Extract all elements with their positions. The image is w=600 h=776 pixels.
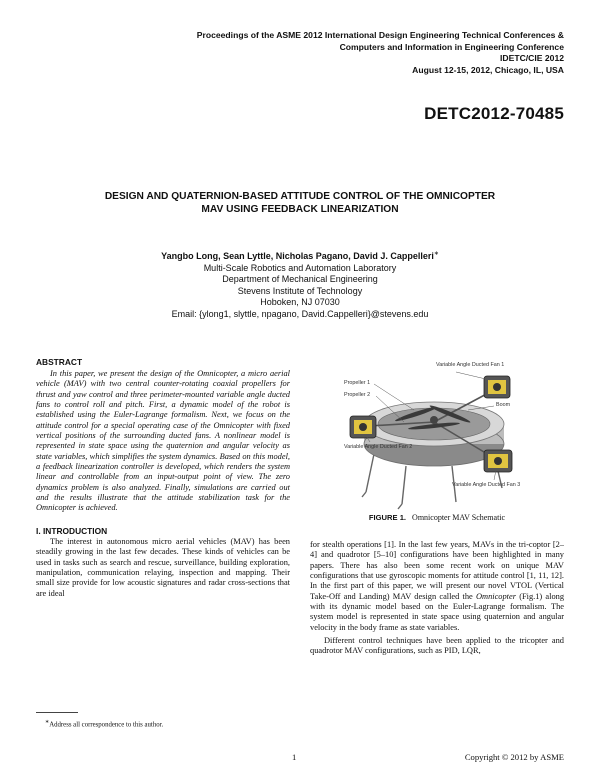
- rotor-hub: [430, 416, 438, 424]
- label-ducted-fan-1: Variable Angle Ducted Fan 1: [436, 362, 505, 368]
- omnicopter-schematic-image: [344, 362, 530, 512]
- left-column: [36, 357, 290, 599]
- author-email: Email: {ylong1, slyttle, npagano, David.Cappelleri}@stevens.edu: [171, 308, 429, 319]
- right-paragraph-2: Different control techniques have been applied to the tricopter and quadrotor MAV configurations, such as PID, LQR,: [310, 636, 564, 656]
- affiliation-line: Department of Mechanical Engineering: [222, 274, 378, 284]
- proceedings-line: IDETC/CIE 2012: [500, 53, 564, 64]
- proceedings-line: Computers and Information in Engineering Conference: [339, 41, 564, 52]
- proceedings-line: August 12-15, 2012, Chicago, IL, USA: [412, 64, 564, 75]
- author-names: [40, 249, 560, 263]
- title-line: MAV USING FEEDBACK LINEARIZATION: [201, 203, 399, 215]
- ducted-fan-2: [350, 416, 376, 438]
- affiliation-line: Stevens Institute of Technology: [237, 285, 363, 296]
- author-block: [40, 249, 560, 320]
- label-ducted-fan-3: Variable Angle Ducted Fan 3: [452, 482, 521, 488]
- affiliation-line: Multi-Scale Robotics and Automation Laboratory: [203, 262, 397, 273]
- omnicopter-term: Omnicopter: [475, 591, 516, 601]
- omnicopter-figure: [344, 362, 530, 512]
- right-paragraph-1: [310, 540, 564, 633]
- footnote-divider: [36, 712, 78, 713]
- right-column: [310, 540, 564, 657]
- footnote: [36, 718, 290, 729]
- label-boom: Boom: [496, 402, 511, 408]
- affiliation-line: Hoboken, NJ 07030: [260, 297, 340, 307]
- proceedings-header: [84, 30, 564, 76]
- author-names-text: Yangbo Long, Sean Lyttle, Nicholas Pagano, David J. Cappelleri: [161, 251, 434, 261]
- right-paragraph-1-part-b: (Fig.1) along with its dynamic model based on the Euler-Lagrange formalism. The system model is represented in state space using quaternion and angular velocity in the body frame as state variables.: [310, 591, 565, 632]
- ducted-fan-3: [484, 450, 512, 472]
- right-paragraph-1-part-a: for stealth operations [1]. In the last few years, MAVs in the tri-coptor [2–4] and quadrotor [5–10] configurations have been highlighted in many papers. There has also been some recent work on unique MAV configurations that use gyroscopic moments for attitude control [1, 11, 12]. In the first part of this paper, we will present our novel VTOL (Vertical Take-Off and Landing) MAV design called the: [310, 540, 564, 601]
- introduction-body: The interest in autonomous micro aerial vehicles (MAV) has been steadily growing in the last few decades. These kinds of vehicles can be used in tasks such as search and rescue, surveillance, building exploration, manipulation, communication relaying, inspection and mapping. Their small size provide for low acoustic signatures and radar cross-sections that are ideal: [36, 536, 290, 598]
- paper-title: [40, 191, 560, 216]
- paper-id: DETC2012-70485: [424, 104, 564, 123]
- figure-caption-label: FIGURE 1.: [368, 513, 407, 522]
- author-mark: ∗: [433, 251, 439, 257]
- footnote-text: Address all correspondence to this author.: [49, 721, 164, 729]
- figure-caption: [310, 513, 564, 522]
- abstract-heading: ABSTRACT: [36, 357, 83, 367]
- figure-caption-text: Omnicopter MAV Schematic: [412, 513, 506, 522]
- abstract-body: In this paper, we present the design of the Omnicopter, a micro aerial vehicle (MAV) with two central counter-rotating coaxial propellers for thrust and yaw control and three perimeter-mounted variable angle ducted fans to control roll and pitch. First, a dynamic model of the robot is established using the Euler-Lagrange formalism. Next, we focus on the attitude control for a special operating case of the Omnicopter with fixed vertical positions of the surrounding ducted fans. A nonlinear model is represented in state space using the quaternion and angular velocity as state variables, which simplifies the system dynamics. Based on this model, a feedback linearization controller is developed, which renders the system linear and controllable from an input-output point of view. The zero dynamics problem is also analyzed. Finally, simulations are carried out and the results illustrate that the attitude stabilization task for the Omnicopter is achieved.: [36, 369, 290, 513]
- label-propeller-1: Propeller 1: [344, 380, 371, 386]
- label-propeller-2: Propeller 2: [344, 392, 371, 398]
- introduction-heading: I. INTRODUCTION: [36, 525, 108, 536]
- footnote-mark: ∗: [45, 720, 50, 725]
- proceedings-line: Proceedings of the ASME 2012 International Design Engineering Technical Conferences &: [196, 30, 564, 40]
- title-line: DESIGN AND QUATERNION-BASED ATTITUDE CONTROL OF THE OMNICOPTER: [104, 191, 496, 202]
- page-number: 1: [292, 752, 297, 762]
- copyright-notice: Copyright © 2012 by ASME: [464, 752, 564, 762]
- label-ducted-fan-2: Variable Angle Ducted Fan 2: [344, 444, 413, 450]
